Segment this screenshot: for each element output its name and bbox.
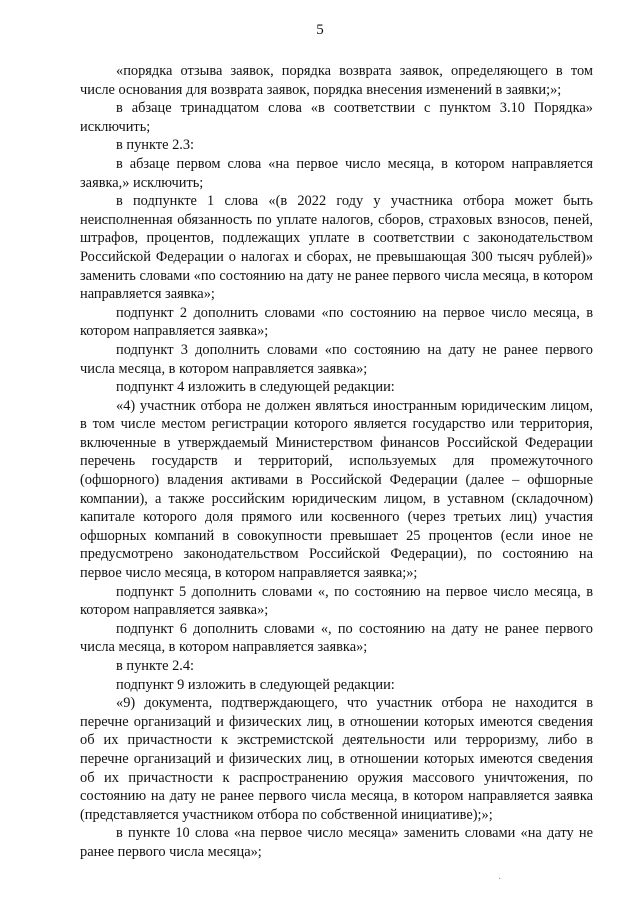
paragraph: подпункт 9 изложить в следующей редакции: [116, 676, 395, 693]
paragraph: подпункт 5 дополнить словами «, по состоянию на первое число месяца, в котором направляется заявка»; [80, 583, 593, 619]
paragraph: в абзаце тринадцатом слова «в соответствии с пунктом 3.10 Порядка» исключить; [80, 100, 593, 135]
scan-speck: · [498, 874, 502, 885]
paragraph: в пункте 10 слова «на первое число месяца» заменить словами «на дату не ранее первого числа месяца»; [80, 825, 593, 860]
paragraph: в подпункте 1 слова «(в 2022 году у участника отбора может быть неисполненная обязанность по уплате налогов, сборов, страховых взносов, пеней, штрафов, процентов, подлежащих уплате в соответствии с законодательством Российской Федерации о налогах и сборах, не превышающая 300 тысяч рублей)» заменить словами «по состоянию на дату не ранее первого числа месяца, в котором направляется заявка»; [80, 193, 593, 303]
paragraph: подпункт 6 дополнить словами «, по состоянию на дату не ранее первого числа месяца, в котором направляется заявка»; [80, 620, 593, 656]
paragraph: в пункте 2.4: [116, 658, 195, 674]
paragraph: «4) участник отбора не должен являться иностранным юридическим лицом, в том числе местом регистрации которого является государство или территория, включенные в утверждаемый Министерством финансов Российской Федерации перечень государств и территорий, используемых для промежуточного (офшорного) владения активами в Российской Федерации (далее – офшорные компании), а также российским юридическим лицом, в уставном (складочном) капитале которого доля прямого или косвенного (через третьих лиц) участия офшорных компаний в совокупности превышает 25 процентов (если иное не предусмотрено законодательством Российской Федерации), по состоянию на первое число месяца, в котором направляется заявка;»; [80, 397, 593, 582]
paragraph: «9) документа, подтверждающего, что участник отбора не находится в перечне организаций и физических лиц, в отношении которых имеются сведения об их причастности к экстремистской деятельности или терроризму, либо в перечне организаций и физических лиц, в отношении которых имеются сведения об их причастности к распространению оружия массового уничтожения, по состоянию на дату не ранее первого числа месяца, в котором направляется заявка (представляется участником отбора по собственной инициативе);»; [80, 695, 593, 823]
page-number: 5 [316, 22, 324, 38]
document-body [80, 62, 593, 862]
paragraph: подпункт 4 изложить в следующей редакции: [116, 379, 395, 396]
paragraph: «порядка отзыва заявок, порядка возврата заявок, определяющего в том числе основания для возврата заявок, порядка внесения изменений в заявки;»; [80, 63, 593, 98]
paragraph: в абзаце первом слова «на первое число месяца, в котором направляется заявка,» исключить; [80, 155, 593, 191]
paragraph: подпункт 3 дополнить словами «по состоянию на дату не ранее первого числа месяца, в котором направляется заявка»; [80, 341, 593, 377]
paragraph: в пункте 2.3: [116, 137, 195, 154]
paragraph: подпункт 2 дополнить словами «по состоянию на первое число месяца, в котором направляется заявка»; [80, 304, 593, 340]
